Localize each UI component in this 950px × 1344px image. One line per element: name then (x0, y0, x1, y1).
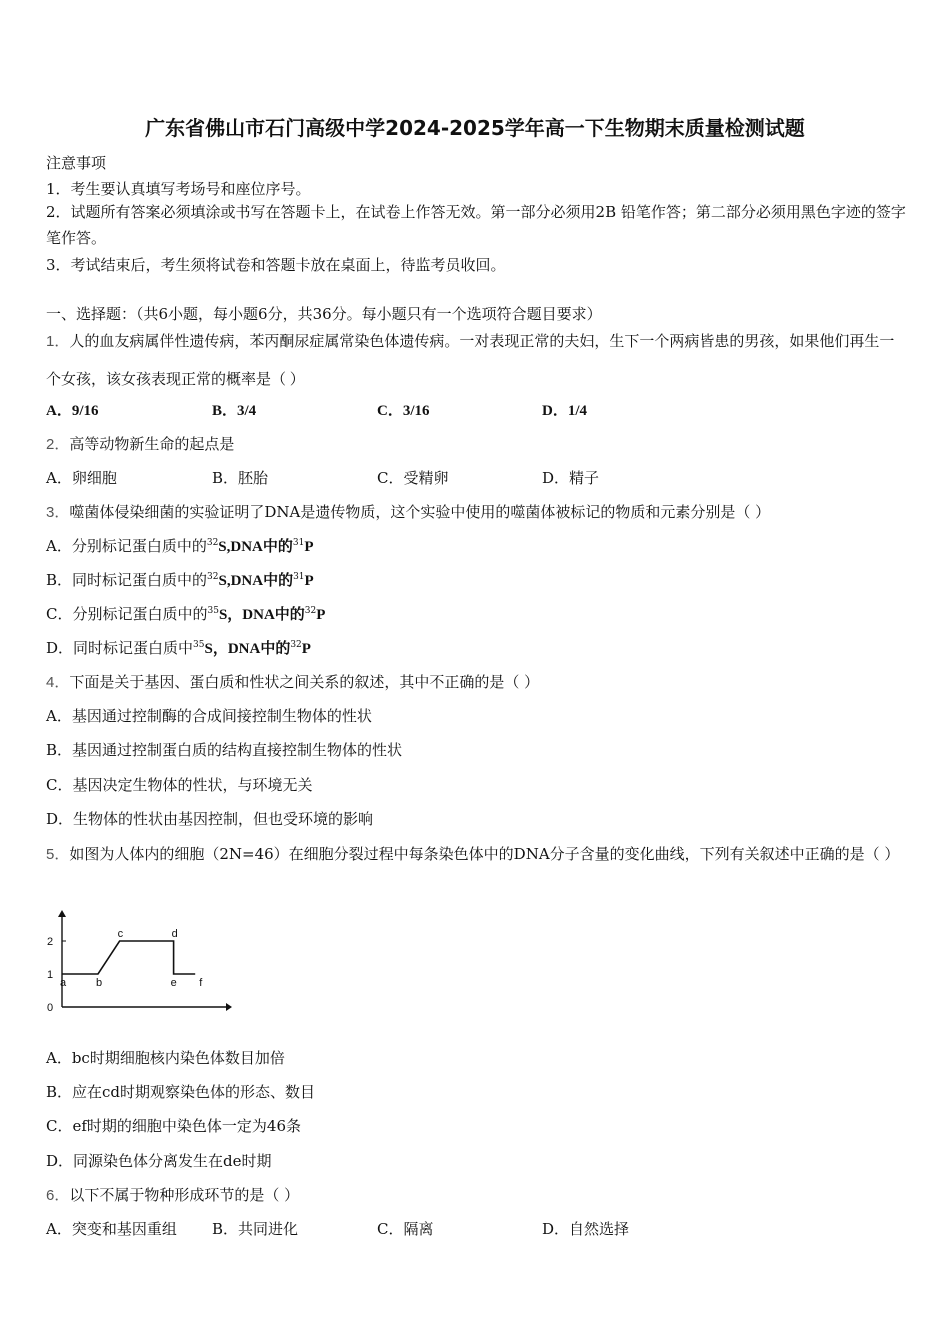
y-axis-arrow (58, 910, 66, 917)
point-label-d: d (171, 928, 178, 940)
option-text: B．同时标记蛋白质中的 (46, 571, 208, 589)
question-stem: 噬菌体侵染细菌的实验证明了DNA是遗传物质，这个实验中使用的噬菌体被标记的物质和元素分别是（ ） (69, 503, 771, 521)
question-stem: 高等动物新生命的起点是 (69, 435, 235, 453)
q6-option-b: B．共同进化 (212, 1220, 299, 1238)
notice-item-2: 2．试题所有答案必须填涂或书写在答题卡上，在试卷上作答无效。第一部分必须用2B 铅笔作答；第二部分必须用黑色字迹的签字笔作答。 (46, 203, 906, 247)
isotope-mass: 32 (304, 606, 317, 616)
chart-series (62, 941, 195, 974)
isotope-mass: 32 (290, 640, 302, 650)
question-5 (46, 836, 908, 873)
point-label-e: e (170, 977, 177, 989)
question-number: 2． (46, 436, 70, 453)
option-text: S，DNA中的 (218, 607, 305, 623)
notice-heading: 注意事项 (46, 154, 107, 172)
q2-option-d: D．精子 (542, 469, 600, 487)
y-tick-label: 2 (47, 936, 54, 948)
q4-option-c: C．基因决定生物体的性状，与环境无关 (46, 776, 313, 794)
question-stem: 下面是关于基因、蛋白质和性状之间关系的叙述，其中不正确的是（ ） (69, 673, 540, 691)
isotope-mass: 35 (207, 606, 219, 616)
q1-option-c: C．3/16 (377, 403, 430, 419)
option-text: S,DNA中的 (218, 573, 294, 589)
option-text: S，DNA中的 (204, 641, 291, 657)
point-label-b: b (96, 977, 103, 989)
option-text: P (304, 539, 314, 555)
question-stem: 以下不属于物种形成环节的是（ ） (69, 1186, 300, 1204)
y-tick-label: 0 (47, 1002, 54, 1014)
isotope-mass: 35 (193, 640, 205, 650)
y-tick-label: 1 (47, 969, 54, 981)
q2-option-c: C．受精卵 (377, 469, 449, 487)
point-label-f: f (199, 977, 203, 989)
question-number: 3． (46, 504, 70, 521)
question-number: 4． (46, 674, 70, 691)
chart-y-ticks (47, 936, 66, 1014)
option-text: P (301, 641, 311, 657)
dna-content-chart (40, 905, 240, 1020)
question-number: 5． (46, 846, 70, 863)
isotope-mass: 32 (207, 572, 219, 582)
notice-item-3: 3．考试结束后，考生须将试卷和答题卡放在桌面上，待监考员收回。 (46, 256, 506, 274)
isotope-mass: 32 (206, 538, 219, 548)
page-title: 广东省佛山市石门高级中学2024-2025学年高一下生物期末质量检测试题 (145, 116, 805, 140)
option-text: P (316, 607, 326, 623)
q4-option-b: B．基因通过控制蛋白质的结构直接控制生物体的性状 (46, 741, 403, 759)
isotope-mass: 31 (293, 572, 305, 582)
q1-option-a: A．9/16 (46, 403, 99, 419)
question-1 (46, 323, 908, 399)
q2-option-a: A．卵细胞 (46, 469, 117, 487)
q3-option-b (46, 569, 314, 590)
option-text: D．同时标记蛋白质中 (46, 639, 194, 657)
q5-option-b: B．应在cd时期观察染色体的形态、数目 (46, 1083, 316, 1101)
q1-option-b: B．3/4 (212, 403, 257, 419)
dna-content-line (62, 941, 195, 974)
q4-option-a: A．基因通过控制酶的合成间接控制生物体的性状 (46, 707, 372, 725)
question-number: 1． (46, 333, 70, 350)
point-label-c: c (117, 928, 124, 940)
option-text: S,DNA中的 (218, 539, 293, 555)
isotope-mass: 31 (292, 538, 305, 548)
q2-option-b: B．胚胎 (212, 469, 269, 487)
question-3 (46, 501, 770, 522)
q6-option-a: A．突变和基因重组 (46, 1220, 177, 1238)
point-label-a: a (60, 977, 67, 989)
question-number: 6． (46, 1187, 70, 1204)
question-stem: 人的血友病属伴性遗传病，苯丙酮尿症属常染色体遗传病。一对表现正常的夫妇，生下一个两病皆患的男孩，如果他们再生一个女孩，该女孩表现正常的概率是（ ） (46, 334, 895, 388)
question-4 (46, 671, 539, 692)
q4-option-d: D．生物体的性状由基因控制，但也受环境的影响 (46, 810, 374, 828)
q3-option-c (46, 603, 325, 624)
question-stem: 如图为人体内的细胞（2N=46）在细胞分裂过程中每条染色体中的DNA分子含量的变化曲线，下列有关叙述中正确的是（ ） (69, 845, 900, 863)
chart-axes (58, 910, 232, 1011)
q6-option-d: D．自然选择 (542, 1220, 630, 1238)
chart-point-labels (60, 928, 203, 989)
q3-option-d (46, 637, 311, 658)
q6-option-c: C．隔离 (377, 1220, 434, 1238)
q5-option-d: D．同源染色体分离发生在de时期 (46, 1152, 272, 1170)
q5-option-a: A．bc时期细胞核内染色体数目加倍 (46, 1049, 285, 1067)
notice-item-1: 1．考生要认真填写考场号和座位序号。 (46, 180, 311, 198)
q1-option-d: D．1/4 (542, 403, 588, 419)
option-text: P (304, 573, 314, 589)
question-2 (46, 433, 234, 454)
question-6 (46, 1184, 299, 1205)
option-text: A．分别标记蛋白质中的 (46, 537, 207, 555)
q5-option-c: C．ef时期的细胞中染色体一定为46条 (46, 1117, 301, 1135)
q3-option-a (46, 535, 314, 556)
x-axis-arrow (226, 1003, 232, 1011)
option-text: C．分别标记蛋白质中的 (46, 605, 208, 623)
section-heading: 一、选择题：（共6小题，每小题6分，共36分。每小题只有一个选项符合题目要求） (46, 305, 602, 323)
